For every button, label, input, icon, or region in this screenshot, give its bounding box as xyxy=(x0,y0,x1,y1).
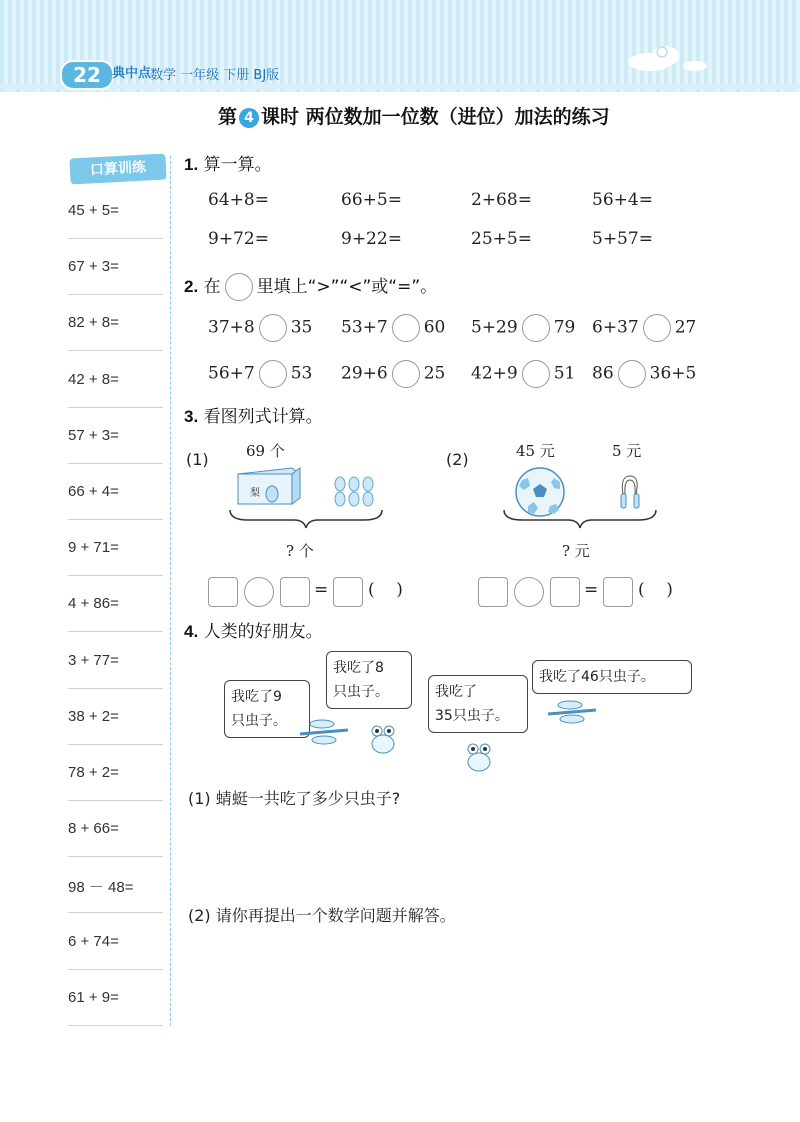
q3-part1-count: 69 个 xyxy=(246,442,285,460)
comparison-item xyxy=(592,360,696,388)
answer-line xyxy=(68,912,163,913)
dragonfly-icon xyxy=(296,716,352,748)
mental-math-item: 61 + 9= xyxy=(68,988,119,1006)
q1-item: 2+68= xyxy=(471,190,532,210)
q1-item: 56+4= xyxy=(592,190,653,210)
frog-icon xyxy=(368,722,398,756)
comparison-right: 51 xyxy=(553,363,576,384)
mental-math-item: 6 + 74= xyxy=(68,932,119,950)
comparison-left: 5+29 xyxy=(471,317,518,338)
brand-logo: 典中点 xyxy=(112,66,152,81)
comparison-item xyxy=(471,360,575,388)
answer-line xyxy=(68,407,163,408)
compare-circle-input[interactable] xyxy=(522,360,550,388)
comparison-right: 53 xyxy=(290,363,313,384)
answer-box[interactable] xyxy=(550,577,580,607)
mental-math-label: 口算训练 xyxy=(69,154,166,185)
q2-heading: 2. 在 里填上“>”“<”或“=”。 xyxy=(184,272,437,301)
answer-line xyxy=(68,800,163,801)
circle-placeholder-icon xyxy=(225,273,253,301)
dragonfly-icon xyxy=(544,698,600,726)
answer-line xyxy=(68,575,163,576)
speech-bubble: 我吃了9 只虫子。 xyxy=(224,680,310,738)
q3-part2-price2: 5 元 xyxy=(612,442,642,460)
lesson-number-badge: 4 xyxy=(239,108,259,128)
comparison-right: 79 xyxy=(553,317,576,338)
comparison-right: 60 xyxy=(423,317,446,338)
compare-circle-input[interactable] xyxy=(643,314,671,342)
comparison-left: 37+8 xyxy=(208,317,255,338)
comparison-item xyxy=(208,314,312,342)
mental-math-item: 45 + 5= xyxy=(68,202,119,219)
answer-line xyxy=(68,631,163,632)
mental-math-item: 57 + 3= xyxy=(68,426,119,444)
q1-heading: 1. 算一算。 xyxy=(184,155,272,175)
comparison-right: 35 xyxy=(290,317,313,338)
answer-line xyxy=(68,350,163,351)
answer-box[interactable] xyxy=(280,577,310,607)
mental-math-item: 8 + 66= xyxy=(68,820,119,838)
jump-rope-icon xyxy=(616,472,646,512)
comparison-left: 86 xyxy=(592,363,614,384)
q1-item: 25+5= xyxy=(471,229,532,249)
q1-item: 5+57= xyxy=(592,229,653,249)
answer-line xyxy=(68,688,163,689)
frog-icon xyxy=(464,740,494,774)
answer-line xyxy=(68,463,163,464)
comparison-left: 56+7 xyxy=(208,363,255,384)
q1-item: 66+5= xyxy=(341,190,402,210)
compare-circle-input[interactable] xyxy=(618,360,646,388)
comparison-item xyxy=(341,314,445,342)
equals-sign: = xyxy=(314,580,329,600)
cloud-icon xyxy=(620,38,710,78)
comparison-left: 42+9 xyxy=(471,363,518,384)
brace-icon xyxy=(228,508,384,530)
answer-line xyxy=(68,1025,163,1026)
q4-subquestion-1: (1) 蜻蜓一共吃了多少只虫子? xyxy=(188,789,401,808)
comparison-item xyxy=(471,314,575,342)
compare-circle-input[interactable] xyxy=(392,360,420,388)
answer-box[interactable] xyxy=(208,577,238,607)
operator-circle[interactable] xyxy=(514,577,544,607)
answer-line xyxy=(68,744,163,745)
compare-circle-input[interactable] xyxy=(259,360,287,388)
column-divider xyxy=(170,156,171,1026)
q1-item: 64+8= xyxy=(208,190,269,210)
answer-box[interactable] xyxy=(478,577,508,607)
compare-circle-input[interactable] xyxy=(392,314,420,342)
comparison-right: 36+5 xyxy=(649,363,697,384)
mental-math-item: 38 + 2= xyxy=(68,707,119,725)
q3-part2-price1: 45 元 xyxy=(516,442,555,460)
equals-sign: = xyxy=(584,580,599,600)
comparison-left: 29+6 xyxy=(341,363,388,384)
brace-icon xyxy=(502,508,658,530)
mental-math-item: 67 + 3= xyxy=(68,258,119,276)
comparison-item xyxy=(592,314,696,342)
q3-part2-label: (2) xyxy=(446,450,469,469)
compare-circle-input[interactable] xyxy=(522,314,550,342)
pears-icon xyxy=(332,474,378,508)
comparison-right: 25 xyxy=(423,363,446,384)
mental-math-item: 3 + 77= xyxy=(68,651,119,669)
q1-item: 9+22= xyxy=(341,229,402,249)
q3-part2-question: ? 元 xyxy=(562,542,590,560)
svg-text:梨: 梨 xyxy=(250,488,260,499)
unit-paren: ( ) xyxy=(638,580,673,600)
q3-heading: 3. 看图列式计算。 xyxy=(184,407,323,427)
compare-circle-input[interactable] xyxy=(259,314,287,342)
comparison-left: 6+37 xyxy=(592,317,639,338)
answer-line xyxy=(68,519,163,520)
pear-box-icon xyxy=(232,462,302,508)
subject-label: 数学 一年级 下册 BJ版 xyxy=(150,68,280,83)
page-number-badge: 22 xyxy=(60,60,114,90)
speech-bubble: 我吃了46只虫子。 xyxy=(532,660,692,694)
mental-math-item: 82 + 8= xyxy=(68,314,119,332)
q3-part1-label: (1) xyxy=(186,450,209,469)
answer-line xyxy=(68,969,163,970)
mental-math-item: 4 + 86= xyxy=(68,595,119,613)
speech-bubble: 我吃了8 只虫子。 xyxy=(326,651,412,709)
page-title: 第 4 课时 两位数加一位数（进位）加法的练习 xyxy=(218,106,610,128)
answer-line xyxy=(68,856,163,857)
header-wave-edge xyxy=(0,84,800,96)
answer-box[interactable] xyxy=(603,577,633,607)
mental-math-item: 9 + 71= xyxy=(68,539,119,557)
comparison-right: 27 xyxy=(674,317,697,338)
unit-paren: ( ) xyxy=(368,580,403,600)
answer-box[interactable] xyxy=(333,577,363,607)
operator-circle[interactable] xyxy=(244,577,274,607)
mental-math-item: 78 + 2= xyxy=(68,764,119,781)
mental-math-item: 98 － 48= xyxy=(68,879,134,897)
q3-part1-question: ? 个 xyxy=(286,542,314,560)
mental-math-item: 66 + 4= xyxy=(68,483,119,500)
answer-line xyxy=(68,238,163,239)
q1-item: 9+72= xyxy=(208,229,269,249)
comparison-item xyxy=(341,360,445,388)
speech-bubble: 我吃了 35只虫子。 xyxy=(428,675,528,733)
comparison-item xyxy=(208,360,312,388)
mental-math-item: 42 + 8= xyxy=(68,370,119,388)
q4-heading: 4. 人类的好朋友。 xyxy=(184,622,323,642)
q4-subquestion-2: (2) 请你再提出一个数学问题并解答。 xyxy=(188,906,456,925)
answer-line xyxy=(68,294,163,295)
comparison-left: 53+7 xyxy=(341,317,388,338)
